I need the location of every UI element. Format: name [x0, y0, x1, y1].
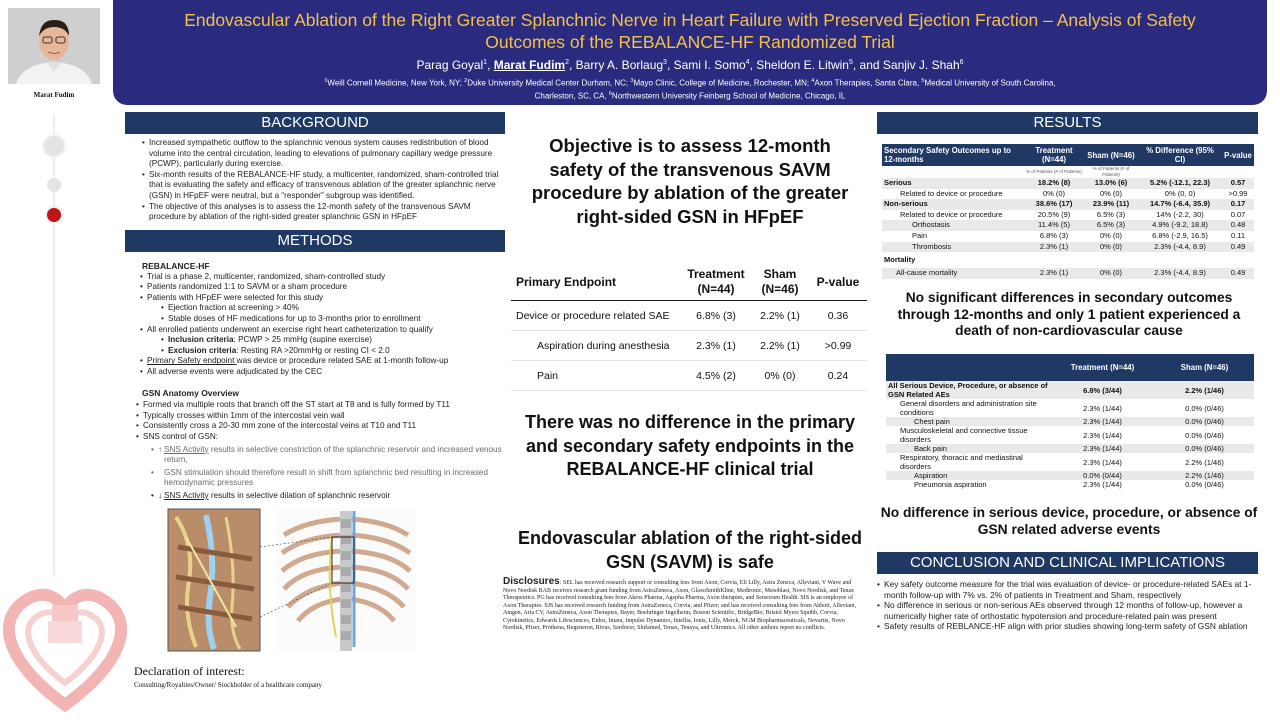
- anatomy-bullet: • Consistently cross a 20-30 mm zone of the intercostal veins at T10 and T11: [136, 421, 502, 432]
- author-separator: ,: [666, 58, 674, 72]
- table-header-cell: Treatment (N=44): [1050, 354, 1155, 381]
- table-cell: 20.5% (9): [1037, 209, 1071, 219]
- table-cell: 2.2% (1): [751, 301, 809, 331]
- table-header-cell: P-value: [809, 266, 867, 301]
- background-bullet: • Six-month results of the REBALANCE-HF study, a multicenter, randomized, sham-controlled trial that is evaluating the safety and efficacy of transvenous ablation of the greater splanchnic nerve (GSN) in HFpEF were neutral, but a “responder” subgroup was identified.: [142, 170, 504, 202]
- table-row: [886, 426, 1254, 444]
- table-cell: 0% (0): [1084, 242, 1138, 253]
- table-subheader-cell: % of Patients (# of Patients): [1084, 166, 1138, 178]
- table-cell: 2.2% (1): [751, 331, 809, 361]
- bullet-dot: •: [151, 490, 154, 500]
- table-cell: Pneumonia aspiration: [914, 480, 987, 489]
- author-name: Barry A. Borlaug: [575, 58, 664, 72]
- inclusion-text: : PCWP > 25 mmHg (supine exercise): [233, 335, 372, 345]
- table-cell: 6.5% (3): [1084, 220, 1138, 231]
- table-cell: 0.48: [1222, 220, 1254, 231]
- table-cell: 2.3% (1): [1024, 242, 1084, 253]
- table-cell: 0% (0): [1099, 188, 1123, 198]
- table-row: [886, 417, 1254, 426]
- table-cell: 0% (0): [1099, 230, 1123, 240]
- table-cell: All Serious Device, Procedure, or absence of GSN Related AEs: [886, 381, 1050, 399]
- affiliation-list: [113, 76, 1267, 101]
- table-cell: 2.3% (1/44): [1083, 403, 1122, 413]
- arrow-down-icon: ↓: [158, 490, 163, 500]
- sns-label: SNS Activity: [164, 444, 209, 454]
- timeline-node: [47, 178, 61, 192]
- objective-statement: Objective is to assess 12-month safety of the transvenous SAVM procedure by ablation of the greater right-sided GSN in HFpEF: [531, 135, 849, 227]
- endpoint-label: Primary Safety endpoint: [147, 356, 237, 366]
- table-cell: Chest pain: [886, 417, 1050, 426]
- table-header-cell: Secondary Safety Outcomes up to 12-months: [882, 144, 1024, 166]
- author-name: Sami I. Somo: [673, 58, 746, 72]
- affiliation-superscript: 2: [464, 78, 468, 84]
- table-row: [882, 210, 1254, 221]
- disclosures-label: Disclosures: [503, 576, 560, 587]
- table-cell: 0% (0): [751, 361, 809, 391]
- table-row: [886, 480, 1254, 489]
- methods-bullet: • All adverse events were adjudicated by the CEC: [140, 367, 502, 378]
- table-cell: 2.3% (1): [1024, 268, 1084, 279]
- table-cell: 6.8% (3): [681, 301, 751, 331]
- bullet-dot: •: [151, 444, 154, 454]
- table-cell: Related to device or procedure: [900, 188, 1003, 198]
- affiliation-text: Axon Therapies, Santa Clara,: [814, 78, 922, 88]
- table-cell: 2.3% (1/44): [1083, 457, 1122, 467]
- table-header-cell: [886, 354, 1050, 381]
- endpoint-text: was device or procedure related SAE at 1-month follow-up: [236, 356, 449, 366]
- table-row: [882, 178, 1254, 189]
- author-separator: , and: [852, 58, 883, 72]
- table-cell: [1222, 252, 1254, 268]
- primary-endpoint-bullet: [140, 356, 502, 367]
- table-cell: 2.3% (1/44): [1083, 430, 1122, 440]
- table-cell: 2.3% (-4.4, 8.9): [1138, 242, 1222, 253]
- table-cell: 0.0% (0/46): [1155, 444, 1254, 453]
- affiliation-superscript: 5: [921, 78, 925, 84]
- table-cell: 14.7% (-6.4, 35.9): [1138, 199, 1222, 210]
- conclusion-bullet: • No difference in serious or non-serious AEs observed through 12 months of follow-up, however a numerically higher rate of orthostatic hypotension and procedure-related pain was present: [877, 600, 1258, 621]
- table-cell: 0.0% (0/46): [1185, 403, 1224, 413]
- table-row: [886, 471, 1254, 480]
- author-superscript: 5: [848, 59, 853, 66]
- table-row: [886, 444, 1254, 453]
- methods-content: [127, 261, 502, 501]
- table-cell: Device or procedure related SAE: [511, 301, 681, 331]
- anatomy-title: GSN Anatomy Overview: [142, 387, 239, 398]
- timeline-active-node: [45, 206, 63, 224]
- sns-text: GSN stimulation should therefore result in shift from splanchnic bed resulting in increased hemodynamic pressures: [164, 467, 489, 488]
- table-cell: Pain: [912, 230, 928, 240]
- table-cell: 18.2% (8): [1024, 178, 1084, 189]
- anatomy-bullet: • SNS control of GSN:: [136, 432, 502, 443]
- table-row: [882, 220, 1254, 231]
- table-cell: [1024, 252, 1084, 268]
- methods-bullet: • Patients randomized 1:1 to SAVM or a sham procedure: [140, 282, 502, 293]
- table-cell: 14% (-2.2, 30): [1156, 209, 1204, 219]
- exclusion-text: : Resting RA >20mmHg or resting CI < 2.0: [236, 345, 390, 355]
- methods-heading: METHODS: [125, 230, 505, 252]
- table-header-cell: P-value: [1222, 144, 1254, 166]
- methods-subbullet: • Ejection fraction at screening > 40%: [140, 303, 502, 314]
- table-cell: Mortality: [884, 254, 916, 264]
- affiliation-text: Duke University Medical Center Durham, NC;: [467, 78, 631, 88]
- table-cell: 6.8% (-2.9, 16.5): [1152, 230, 1208, 240]
- methods-bullet: • Patients with HFpEF were selected for this study: [140, 293, 502, 304]
- table-cell: 4.9% (-9.2, 18.8): [1138, 220, 1222, 231]
- table-cell: 0.11: [1230, 230, 1246, 240]
- table-cell: 0.0% (0/44): [1050, 471, 1155, 480]
- sns-bullet-up: [136, 445, 502, 466]
- affiliation-superscript: 6: [608, 90, 612, 97]
- bullet-dot: •: [151, 467, 154, 477]
- disclosures: [503, 578, 863, 633]
- background-heading: BACKGROUND: [125, 112, 505, 134]
- table-row: [882, 252, 1254, 268]
- adverse-events-table: [886, 354, 1254, 489]
- secondary-table-body: [882, 178, 1254, 279]
- table-subheader-cell: % of Patients (# of Patients): [1024, 166, 1084, 178]
- declaration-text: Consulting/Royalties/Owner/ Stockholder of a healthcare company: [134, 681, 322, 689]
- methods-subbullet: • Stable doses of HF medications for up to 3-months prior to enrollment: [140, 314, 502, 325]
- anatomy-bullet: • Formed via multiple roots that branch off the ST start at T8 and is fully formed by T11: [136, 400, 502, 411]
- table-cell: 11.4% (5): [1024, 220, 1084, 231]
- table-cell: 23.9% (11): [1084, 199, 1138, 210]
- author-superscript: 1: [483, 59, 488, 66]
- table-cell: 5.2% (-12.1, 22.3): [1138, 178, 1222, 189]
- table-row: [882, 242, 1254, 253]
- exclusion-criteria: [140, 346, 502, 357]
- table-header-cell: Treatment (N=44): [1024, 144, 1084, 166]
- table-cell: Orthostasis: [882, 220, 1024, 231]
- table-cell: Back pain: [886, 444, 1050, 453]
- speaker-photo: [8, 8, 100, 84]
- table-cell: >0.99: [1228, 188, 1248, 198]
- table-header-cell: Primary Endpoint: [511, 266, 681, 301]
- center-conclusion: Endovascular ablation of the right-sided GSN (SAVM) is safe: [517, 528, 863, 572]
- author-separator: ,: [569, 58, 576, 72]
- table-header-cell: Sham (N=46): [1084, 144, 1138, 166]
- table-cell: 0.49: [1222, 242, 1254, 253]
- table-cell: 2.3% (1): [681, 331, 751, 361]
- affiliation-text: Mayo Clinic, College of Medicine, Rochester, MN;: [633, 78, 812, 88]
- table-subheader-cell: [882, 166, 1024, 178]
- exclusion-label: Exclusion criteria: [168, 345, 237, 355]
- author-name: Sheldon E. Litwin: [756, 58, 849, 72]
- table-row: [511, 361, 867, 391]
- table-cell: General disorders and administration site conditions: [900, 399, 1037, 417]
- table-row: [886, 399, 1254, 417]
- table-cell: 2.2% (1/46): [1155, 471, 1254, 480]
- table-cell: 6.8% (3): [1039, 230, 1069, 240]
- results-heading: RESULTS: [877, 112, 1258, 134]
- center-finding: There was no difference in the primary and secondary safety endpoints in the REBALANCE-HF clinical trial: [524, 412, 856, 479]
- table-cell: [1138, 252, 1222, 268]
- anatomy-figure: [166, 507, 419, 653]
- table-row: [511, 301, 867, 331]
- table-cell: 0.49: [1222, 268, 1254, 279]
- author-separator: ,: [487, 58, 494, 72]
- table-row: [882, 189, 1254, 200]
- table-cell: Respiratory, thoracic and mediastinal disorders: [900, 453, 1023, 471]
- author-list: [113, 58, 1267, 72]
- table-subheader-cell: [1138, 166, 1222, 178]
- table-cell: 2.3% (1/44): [1050, 417, 1155, 426]
- table-cell: 6.8% (3/44): [1050, 381, 1155, 399]
- inclusion-label: Inclusion criteria: [168, 335, 234, 345]
- poster-header: [113, 0, 1267, 105]
- table-cell: Thrombosis: [882, 242, 1024, 253]
- sns-bullet: [136, 468, 502, 489]
- inclusion-criteria: [140, 335, 502, 346]
- disclosures-text: : SEL has received research support or consulting fees from Axon, Corvia, Eli Lilly, Astra Zeneca, Alleviant, V Wave and Novo Nordisk BAB receives research grant funding from AstraZeneca, Axon, GlaxoSmithKline, Medtronic, Mesoblast, Novo Nordisk, and Tenax Therapeutics. PG has received consulting fees from Akros Pharma, Agepha Pharma, Axon therapies, and Sensorum Health. SIS is an employee of Axon Therapies. SJS has received research funding from AstraZeneca, Corvia, and Pfizer; and has received consulting fees from Abbott, Alleviant, Amgen, Aria CV, AstraZeneca, Axon Therapies, Bayer, Boehringer Ingelheim, Boston Scientific, BridgeBio, Bristol Myers Squibb, Corvia, Cytokinetics, Edwards Lifesciences, Eidos, Imara, Impulse Dynamics, Intellia, Ionis, Lilly, Merck, NGM Biopharmaceuticals, Novartis, Novo Nordisk, Pfizer, Prothena, Regeneron, Rivus, Sardocor, Shifamed, Tenax, Tenaya, and Ultromics. All other authors report no conflicts.: [503, 580, 857, 631]
- table-header-row: [511, 266, 867, 301]
- table-header-cell: Treatment (N=44): [681, 266, 751, 301]
- declaration-title: Declaration of interest:: [134, 664, 245, 678]
- affiliation-text: Medical University of South Carolina, Charleston, SC, CA,: [534, 78, 1056, 101]
- table-subheader-cell: [1222, 166, 1254, 178]
- table-cell: [1084, 252, 1138, 268]
- ae-finding: No difference in serious device, procedure, or absence of GSN related adverse events: [880, 505, 1258, 537]
- anatomy-bullet: • Typically crosses within 1mm of the intercostal vein wall: [136, 411, 502, 422]
- sns-bullet-down: [136, 491, 502, 502]
- table-cell: 0.0% (0/46): [1155, 417, 1254, 426]
- table-subheader-row: [882, 166, 1254, 178]
- table-cell: 2.3% (-4.4, 8.9): [1138, 268, 1222, 279]
- table-cell: 0% (0): [1042, 188, 1066, 198]
- affiliation-text: Weill Cornell Medicine, New York, NY;: [327, 78, 465, 88]
- methods-bullet: • Trial is a phase 2, multicenter, randomized, sham-controlled study: [140, 272, 502, 283]
- table-cell: 2.2% (1/46): [1185, 457, 1224, 467]
- table-header-cell: Sham (N=46): [751, 266, 809, 301]
- study-title: REBALANCE-HF: [142, 261, 210, 271]
- author-name: Marat Fudim: [493, 58, 566, 72]
- table-cell: 4.5% (2): [681, 361, 751, 391]
- secondary-outcomes-table: [882, 144, 1254, 279]
- table-cell: Musculoskeletal and connective tissue disorders: [900, 426, 1028, 444]
- table-cell: 0.07: [1230, 209, 1246, 219]
- affiliation-superscript: 3: [630, 78, 634, 84]
- arrow-up-icon: ↑: [158, 444, 163, 454]
- ae-table-body: [886, 381, 1254, 489]
- table-row: [511, 331, 867, 361]
- table-cell: 2.2% (1/46): [1155, 381, 1254, 399]
- author-superscript: 4: [745, 59, 750, 66]
- table-cell: 0.36: [809, 301, 867, 331]
- author-name: Parag Goyal: [416, 58, 484, 72]
- table-cell: 0% (0): [1084, 268, 1138, 279]
- sns-text: results in selective constriction of the splanchnic reservoir and increased venous return,: [164, 444, 502, 465]
- table-header-row: [886, 354, 1254, 381]
- author-superscript: 3: [663, 59, 667, 66]
- secondary-finding: No significant differences in secondary outcomes through 12-months and only 1 patient experienced a death of non-cardiovascular cause: [897, 290, 1241, 338]
- methods-bullet: • All enrolled patients underwent an exercise right heart catheterization to qualify: [140, 325, 502, 336]
- affiliation-superscript: 1: [324, 78, 328, 84]
- table-row: [886, 453, 1254, 471]
- table-cell: >0.99: [809, 331, 867, 361]
- affiliation-text: Northwestern University Feinberg School of Medicine, Chicago, IL: [611, 91, 846, 101]
- author-name: Sanjiv J. Shah: [882, 58, 960, 72]
- table-cell: Related to device or procedure: [900, 209, 1003, 219]
- table-row: [882, 231, 1254, 242]
- table-cell: Serious: [882, 178, 1024, 189]
- table-row: [882, 199, 1254, 210]
- author-superscript: 6: [959, 59, 964, 66]
- table-cell: 0% (0, 0): [1164, 188, 1196, 198]
- table-cell: Aspiration: [886, 471, 1050, 480]
- table-cell: 13.0% (6): [1084, 178, 1138, 189]
- author-superscript: 2: [565, 59, 569, 66]
- table-cell: 6.5% (3): [1096, 209, 1126, 219]
- sns-label: SNS Activity: [164, 490, 209, 500]
- background-bullet: • The objective of this analyses is to assess the 12-month safety of the transvenous SAVM procedure by ablation of the right-sided greater splanchnic GSN in HFpEF: [142, 202, 504, 223]
- primary-endpoint-table: [511, 266, 867, 391]
- heart-logo: [0, 565, 130, 715]
- timeline-node: [42, 134, 66, 158]
- table-cell: 38.6% (17): [1024, 199, 1084, 210]
- table-row: [882, 268, 1254, 279]
- background-bullets: [142, 138, 504, 223]
- author-separator: ,: [749, 58, 757, 72]
- table-cell: 0.0% (0/46): [1185, 480, 1224, 489]
- table-cell: Pain: [511, 361, 681, 391]
- conclusion-heading: CONCLUSION AND CLINICAL IMPLICATIONS: [877, 552, 1258, 574]
- speaker-name: Marat Fudim: [33, 91, 75, 99]
- table-cell: All-cause mortality: [882, 268, 1024, 279]
- table-row: [886, 381, 1254, 399]
- table-cell: 2.3% (1/44): [1050, 444, 1155, 453]
- table-header-cell: % Difference (95% CI): [1138, 144, 1222, 166]
- affiliation-superscript: 4: [811, 78, 815, 84]
- table-cell: Non-serious: [882, 199, 1024, 210]
- poster-title: Endovascular Ablation of the Right Greater Splanchnic Nerve in Heart Failure with Preserved Ejection Fraction – Analysis of Safety Outcomes of the REBALANCE-HF Randomized Trial: [184, 10, 1196, 52]
- sns-text: results in selective dilation of splanchnic reservoir: [208, 490, 391, 500]
- conclusion-bullet: • Safety results of REBLANCE-HF align with prior studies showing long-term safety of GSN ablation: [877, 621, 1258, 632]
- conclusion-bullet: • Key safety outcome measure for the trial was evaluation of device- or procedure-related SAEs at 1-month follow-up with 7% vs. 2% of patients in Treatment and Sham, respectively: [877, 579, 1258, 600]
- table-cell: 0.57: [1222, 178, 1254, 189]
- conclusion-bullets: [877, 579, 1258, 632]
- table-cell: Aspiration during anesthesia: [511, 331, 681, 361]
- background-bullet: • Increased sympathetic outflow to the splanchnic venous system causes redistribution of blood volume into the central circulation, leading to elevations of pulmonary capillary wedge pressure (PCWP), particularly during exercise.: [142, 138, 504, 170]
- table-header-row: [882, 144, 1254, 166]
- table-cell: 2.3% (1/44): [1083, 480, 1122, 489]
- table-cell: 0.24: [809, 361, 867, 391]
- table-cell: 0.0% (0/46): [1185, 430, 1224, 440]
- table-header-cell: Sham (N=46): [1155, 354, 1254, 381]
- table-cell: 0.17: [1222, 199, 1254, 210]
